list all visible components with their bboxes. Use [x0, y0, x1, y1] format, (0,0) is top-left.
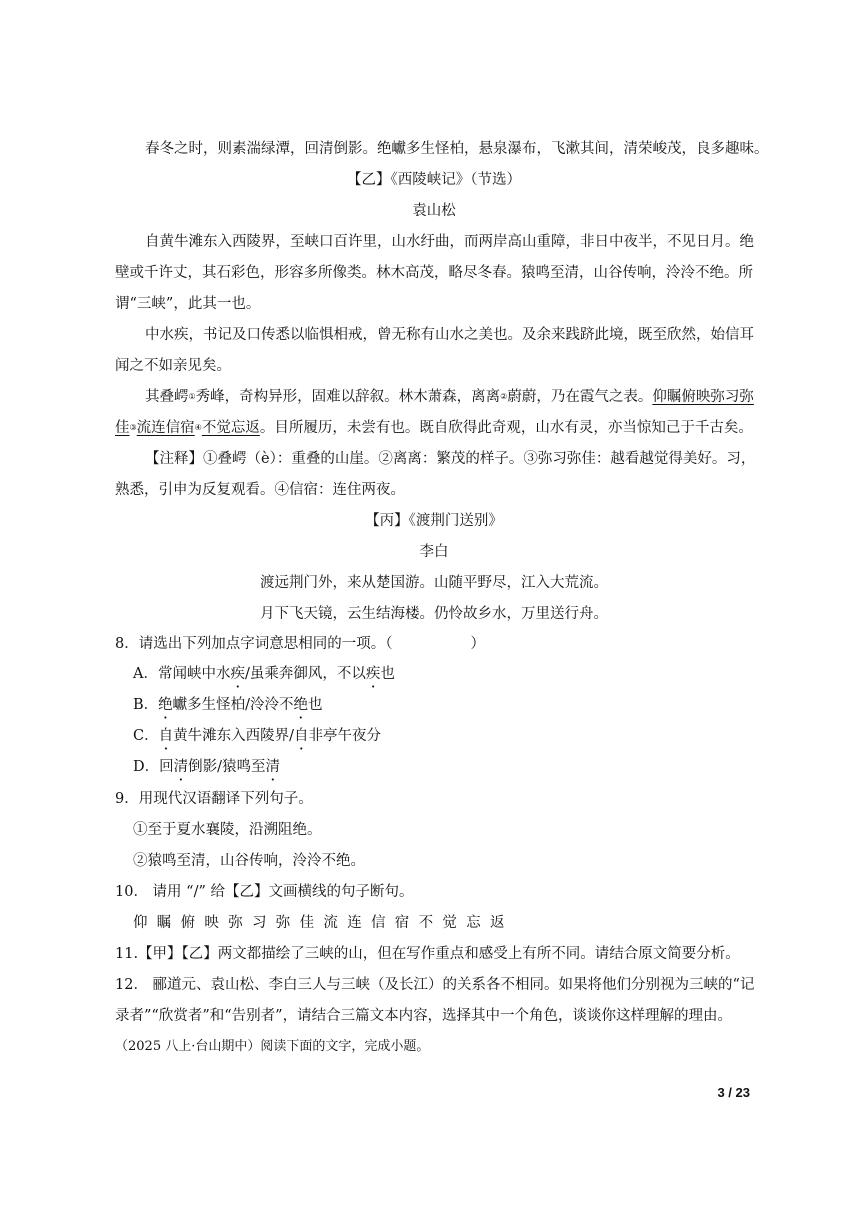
notes-line1: 【注释】①叠崿（è）：重叠的山崖。②离离：繁茂的样子。③弥习弥佳：越看越觉得美好。习，: [145, 451, 756, 467]
yi-p2-line1: 中水疾，书记及口传悉以临惧相戒，曾无称有山水之美也。及余来践跻此境，既至欣然，始信耳: [145, 327, 754, 343]
underlined-sentence: 仰瞩俯映弥习弥: [652, 389, 754, 405]
option-text: B．: [133, 697, 159, 713]
q8-option-c: [133, 726, 381, 746]
yi-p3-line1: [145, 387, 754, 407]
q8-option-a: [133, 664, 395, 684]
option-text: D．回: [133, 759, 174, 775]
yi-title: 【乙】《西陵峡记》（节选）: [347, 172, 521, 188]
yi-p1-line3: 谓“三峡”，此其一也。: [115, 296, 261, 312]
question-text: 8．请选出下列加点字词意思相同的一项。（: [115, 636, 393, 652]
bing-poem-line2: 月下飞天镜，云生结海楼。仍怜故乡水，万里送行舟。: [260, 606, 608, 622]
footnote-marker: ①: [188, 392, 196, 401]
q8-option-b: [133, 695, 323, 715]
text-run: 。目所履历，未尝有也。既自欣得此奇观，山水有灵，亦当惊知己于千古矣。: [259, 420, 753, 436]
q9-sentence1: ①至于夏水襄陵，沿溯阻绝。: [133, 822, 322, 838]
footnote-marker: ④: [194, 423, 202, 432]
q8-stem: [115, 634, 485, 654]
option-text: /虽乘奔御风，不以: [244, 666, 366, 682]
underlined-sentence: 流连信宿: [136, 420, 195, 436]
underlined-sentence: 不觉忘返: [201, 420, 260, 436]
next-section-intro: （2025 八上·台山期中）阅读下面的文字，完成小题。: [115, 1039, 430, 1054]
option-text: 也: [308, 697, 323, 713]
q12-line2: 录者”“欣赏者”和“告别者”，请结合三篇文本内容，选择其中一个角色，谈谈你这样理解的理由。: [115, 1008, 733, 1024]
q10-stem: 10． 请用 “/” 给【乙】文画横线的句子断句。: [115, 884, 414, 900]
yi-p1-line1: 自黄牛滩东入西陵界，至峡口百许里，山水纡曲，而两岸高山重障，非日中夜半，不见日月。绝: [145, 234, 754, 250]
footnote-marker: ③: [129, 423, 137, 432]
underlined-sentence: 佳: [115, 420, 130, 436]
option-text: 倒影/猿鸣至: [188, 759, 266, 775]
jia-last-paragraph: 春冬之时，则素湍绿潭，回清倒影。绝巘多生怪柏，悬泉瀑布，飞漱其间，清荣峻茂，良多趣味。: [145, 141, 769, 157]
option-text: 巘多生怪柏/泠泠不: [172, 697, 294, 713]
yi-p1-line2: 壁或千许丈，其石彩色，形容多所像类。林木高茂，略尽冬春。猿鸣至清，山谷传响，泠泠不绝。所: [115, 265, 753, 281]
option-text: 非亭午夜分: [308, 728, 381, 744]
q9-sentence2: ②猿鸣至清，山谷传响，泠泠不绝。: [133, 853, 365, 869]
dotted-char: 自: [294, 728, 309, 744]
yi-p3-line2: [115, 418, 753, 438]
yi-author: 袁山松: [412, 203, 456, 219]
question-text: ）: [470, 636, 485, 652]
q10-sentence: 仰瞩俯映弥习弥佳流连信宿不觉忘返: [133, 915, 514, 931]
notes-line2: 熟悉，引申为反复观看。④信宿：连住两夜。: [115, 482, 405, 498]
dotted-char: 绝: [158, 697, 173, 713]
bing-poem-line1: 渡远荆门外，来从楚国游。山随平野尽，江入大荒流。: [260, 575, 608, 591]
text-run: 其叠崿: [145, 389, 189, 405]
bing-author: 李白: [419, 544, 449, 560]
option-text: A．常闻峡中水: [133, 666, 231, 682]
page-number: 3 / 23: [717, 1085, 750, 1100]
text-run: 蔚蔚，乃在霞气之表。: [507, 389, 653, 405]
option-text: 也: [380, 666, 395, 682]
dotted-char: 绝: [293, 697, 309, 713]
option-text: 黄牛滩东入西陵界/: [173, 728, 294, 744]
q9-stem: 9．用现代汉语翻译下列句子。: [115, 791, 313, 807]
bing-title: 【丙】《渡荆门送别》: [365, 513, 503, 529]
dotted-char: 自: [158, 728, 174, 744]
footnote-marker: ②: [500, 392, 508, 401]
dotted-char: 清: [173, 759, 189, 775]
yi-p2-line2: 闻之不如亲见矣。: [115, 358, 231, 374]
dotted-char: 疾: [365, 666, 381, 682]
option-text: C．: [133, 728, 159, 744]
dotted-char: 疾: [230, 666, 245, 682]
q8-option-d: [133, 757, 280, 777]
q12-line1: 12． 郦道元、袁山松、李白三人与三峡（及长江）的关系各不相同。如果将他们分别视为三峡的“记: [115, 977, 755, 993]
text-run: 秀峰，奇构异形，固难以辞叙。林木萧森，离离: [195, 389, 501, 405]
dotted-char: 清: [265, 759, 281, 775]
q11-stem: 11.【甲】【乙】两文都描绘了三峡的山，但在写作重点和感受上有所不同。请结合原文简要分析。: [115, 946, 740, 962]
